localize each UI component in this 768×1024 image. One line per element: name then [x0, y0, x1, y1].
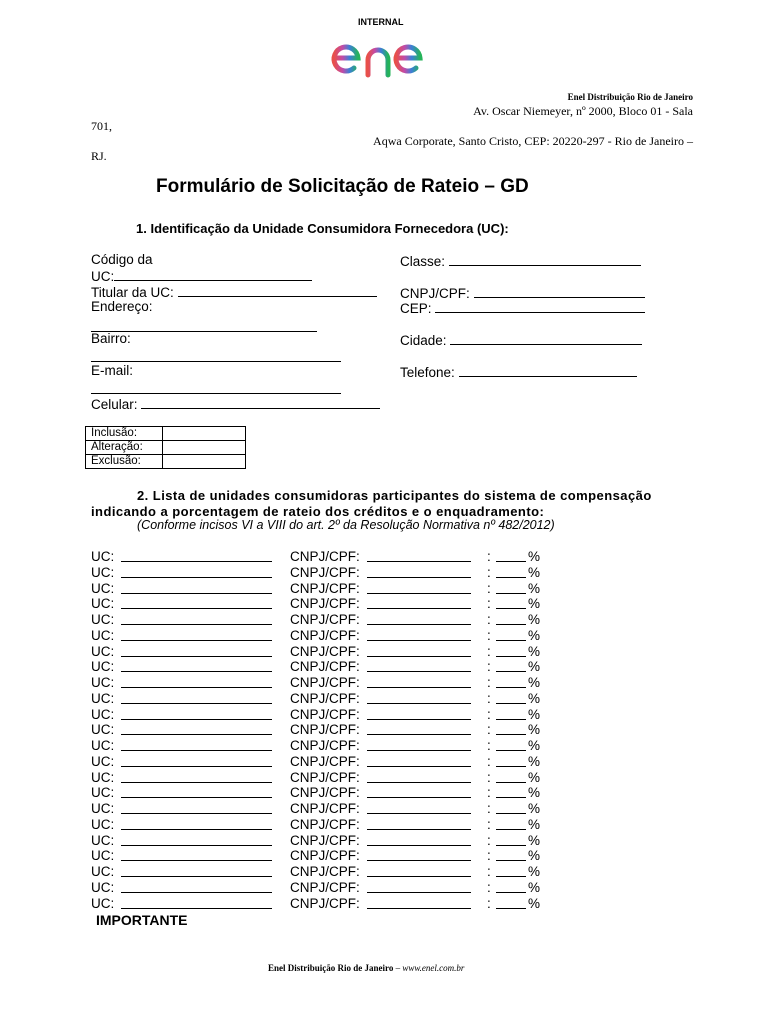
separator-colon: : — [487, 753, 491, 769]
cnpj-input-line[interactable] — [367, 829, 471, 830]
uc-input-line[interactable] — [121, 734, 272, 735]
uc-input-line[interactable] — [121, 608, 272, 609]
cep-field[interactable]: CEP: — [400, 300, 645, 316]
uc-label: UC: — [91, 816, 115, 832]
cnpj-label: CNPJ/CPF: — [290, 848, 360, 864]
separator-colon: : — [487, 738, 491, 753]
section-2-note: (Conforme incisos VI a VIII do art. 2º da Resolução Normativa nº 482/2012) — [137, 518, 555, 532]
uc-label: UC: — [91, 769, 115, 785]
endereco-label: Endereço: — [91, 299, 153, 314]
percent-sign: % — [528, 580, 541, 596]
endereco-line[interactable] — [91, 317, 317, 332]
email-line[interactable] — [91, 379, 341, 394]
separator-colon: : — [487, 549, 491, 564]
cnpj-label: CNPJ/CPF: — [290, 549, 360, 564]
percent-sign: % — [528, 706, 541, 722]
cnpj-input-line[interactable] — [367, 640, 471, 641]
uc-input-line[interactable] — [121, 892, 272, 893]
uc-input-line[interactable] — [121, 687, 272, 688]
separator-colon: : — [487, 643, 491, 659]
uc-input-line[interactable] — [121, 797, 272, 798]
cnpj-input-line[interactable] — [367, 734, 471, 735]
cnpj-label: CNPJ/CPF: — [290, 722, 360, 738]
cnpj-label: CNPJ/CPF: — [290, 627, 360, 643]
bairro-label: Bairro: — [91, 331, 131, 346]
uc-input-line[interactable] — [121, 908, 272, 909]
uc-label: UC: — [91, 864, 115, 879]
percent-input-line[interactable] — [496, 687, 526, 688]
cnpj-label: CNPJ/CPF: — [290, 895, 360, 911]
cnpj-label: CNPJ/CPF: — [290, 879, 360, 895]
percent-sign: % — [528, 596, 541, 612]
cnpj-label: CNPJ/CPF: — [290, 659, 360, 675]
cnpj-input-line[interactable] — [367, 671, 471, 672]
operation-label: Alteração: — [86, 441, 163, 455]
separator-colon: : — [487, 832, 491, 848]
percent-input-line[interactable] — [496, 766, 526, 767]
uc-label: UC: — [91, 848, 115, 864]
percent-sign: % — [528, 895, 541, 911]
cnpj-input-line[interactable] — [367, 561, 471, 562]
percent-input-line[interactable] — [496, 860, 526, 861]
important-heading: IMPORTANTE — [96, 912, 188, 928]
percent-input-line[interactable] — [496, 577, 526, 578]
percent-input-line[interactable] — [496, 829, 526, 830]
cnpj-input-line[interactable] — [367, 750, 471, 751]
uc-label: UC: — [91, 801, 115, 816]
separator-colon: : — [487, 612, 491, 627]
email-label: E-mail: — [91, 363, 134, 378]
uc-input-line[interactable] — [121, 829, 272, 830]
cnpj-input-line[interactable] — [367, 687, 471, 688]
percent-sign: % — [528, 627, 541, 643]
separator-colon: : — [487, 627, 491, 643]
uc-input-line[interactable] — [121, 561, 272, 562]
percent-input-line[interactable] — [496, 608, 526, 609]
codigo-label: Código da — [91, 252, 153, 267]
percent-sign: % — [528, 864, 541, 879]
separator-colon: : — [487, 895, 491, 911]
uc-label: UC: — [91, 895, 115, 911]
operation-checkbox[interactable] — [163, 455, 246, 469]
page-title: Formulário de Solicitação de Rateio – GD — [156, 176, 529, 197]
cnpj-label: CNPJ/CPF: — [290, 580, 360, 596]
cnpj-input-line[interactable] — [367, 719, 471, 720]
cnpj-label: CNPJ/CPF: — [290, 596, 360, 612]
operation-type-table — [85, 426, 246, 469]
percent-sign: % — [528, 785, 541, 801]
separator-colon: : — [487, 659, 491, 675]
uc-label: UC: — [91, 659, 115, 675]
uc-label: UC: — [91, 549, 115, 564]
percent-sign: % — [528, 738, 541, 753]
uc-input-line[interactable] — [121, 845, 272, 846]
telefone-field[interactable]: Telefone: — [400, 364, 637, 380]
cnpj-input-line[interactable] — [367, 797, 471, 798]
percent-sign: % — [528, 848, 541, 864]
cnpj-label: CNPJ/CPF: — [290, 769, 360, 785]
percent-sign: % — [528, 549, 541, 564]
separator-colon: : — [487, 879, 491, 895]
uc-input-line[interactable] — [121, 656, 272, 657]
uc-label: UC: — [91, 564, 115, 580]
address-line-2: Aqwa Corporate, Santo Cristo, CEP: 20220-297 - Rio de Janeiro – — [373, 134, 693, 148]
separator-colon: : — [487, 596, 491, 612]
uc-label: UC: — [91, 785, 115, 801]
uc-input-line[interactable] — [121, 782, 272, 783]
footer-website[interactable]: www.enel.com.br — [402, 963, 465, 973]
uc-input-line[interactable] — [121, 813, 272, 814]
uc-label: UC: — [91, 627, 115, 643]
percent-input-line[interactable] — [496, 876, 526, 877]
percent-input-line[interactable] — [496, 892, 526, 893]
separator-colon: : — [487, 722, 491, 738]
percent-input-line[interactable] — [496, 845, 526, 846]
percent-sign: % — [528, 690, 541, 706]
cnpj-input-line[interactable] — [367, 860, 471, 861]
company-name: Enel Distribuição Rio de Janeiro — [567, 92, 693, 102]
classe-field[interactable]: Classe: — [400, 253, 641, 269]
uc-label: UC: — [91, 675, 115, 690]
operation-checkbox[interactable] — [163, 427, 246, 441]
separator-colon: : — [487, 769, 491, 785]
uc-label: UC: — [91, 753, 115, 769]
percent-input-line[interactable] — [496, 719, 526, 720]
cnpj-label: CNPJ/CPF: — [290, 690, 360, 706]
cnpj-label: CNPJ/CPF: — [290, 832, 360, 848]
percent-sign: % — [528, 753, 541, 769]
cnpj-input-line[interactable] — [367, 593, 471, 594]
enel-logo — [330, 34, 454, 78]
uc-input-line[interactable] — [121, 860, 272, 861]
uc-label: UC: — [91, 612, 115, 627]
percent-input-line[interactable] — [496, 640, 526, 641]
uc-input-line[interactable] — [121, 876, 272, 877]
percent-sign: % — [528, 564, 541, 580]
percent-sign: % — [528, 816, 541, 832]
separator-colon: : — [487, 675, 491, 690]
uc-input-line[interactable] — [121, 577, 272, 578]
operation-row-alteracao — [86, 441, 246, 455]
cnpj-input-line[interactable] — [367, 624, 471, 625]
percent-sign: % — [528, 769, 541, 785]
percent-input-line[interactable] — [496, 624, 526, 625]
cnpj-input-line[interactable] — [367, 782, 471, 783]
percent-input-line[interactable] — [496, 797, 526, 798]
cnpj-input-line[interactable] — [367, 766, 471, 767]
percent-sign: % — [528, 612, 541, 627]
section-1-heading: 1. Identificação da Unidade Consumidora Fornecedora (UC): — [136, 221, 509, 236]
classification-label: INTERNAL — [358, 17, 404, 27]
separator-colon: : — [487, 848, 491, 864]
cnpj-label: CNPJ/CPF: — [290, 816, 360, 832]
uc-input-line[interactable] — [121, 766, 272, 767]
cnpj-label: CNPJ/CPF: — [290, 564, 360, 580]
cnpj-label: CNPJ/CPF: — [290, 864, 360, 879]
separator-colon: : — [487, 816, 491, 832]
uc-label: UC: — [91, 722, 115, 738]
cnpj-input-line[interactable] — [367, 656, 471, 657]
cnpj-input-line[interactable] — [367, 703, 471, 704]
percent-input-line[interactable] — [496, 813, 526, 814]
uc-label: UC: — [91, 643, 115, 659]
percent-sign: % — [528, 643, 541, 659]
uc-input-line[interactable] — [121, 624, 272, 625]
section-2-heading: 2. Lista de unidades consumidoras participantes do sistema de compensação indicando a porcentagem de rateio dos créditos e o enquadramento: — [91, 488, 652, 519]
cnpj-field[interactable]: CNPJ/CPF: — [400, 285, 645, 301]
cnpj-label: CNPJ/CPF: — [290, 643, 360, 659]
separator-colon: : — [487, 564, 491, 580]
cidade-field[interactable]: Cidade: — [400, 332, 642, 348]
uc-label: UC: — [91, 690, 115, 706]
percent-input-line[interactable] — [496, 671, 526, 672]
cnpj-label: CNPJ/CPF: — [290, 753, 360, 769]
bairro-line[interactable] — [91, 347, 341, 362]
cnpj-label: CNPJ/CPF: — [290, 706, 360, 722]
uc-input-line[interactable] — [121, 640, 272, 641]
uc-label: UC: — [91, 596, 115, 612]
cnpj-label: CNPJ/CPF: — [290, 675, 360, 690]
separator-colon: : — [487, 801, 491, 816]
operation-label: Exclusão: — [86, 455, 163, 469]
cnpj-label: CNPJ/CPF: — [290, 801, 360, 816]
percent-input-line[interactable] — [496, 782, 526, 783]
uc-input-line[interactable] — [121, 750, 272, 751]
cnpj-label: CNPJ/CPF: — [290, 785, 360, 801]
percent-sign: % — [528, 675, 541, 690]
uc-label: UC: — [91, 879, 115, 895]
footer — [268, 963, 464, 973]
footer-separator: – — [393, 963, 403, 973]
operation-row-exclusao — [86, 455, 246, 469]
address-line-1-continued: 701, — [91, 119, 112, 133]
cnpj-input-line[interactable] — [367, 892, 471, 893]
uc-label: UC: — [91, 738, 115, 753]
footer-company: Enel Distribuição Rio de Janeiro — [268, 963, 394, 973]
percent-input-line[interactable] — [496, 561, 526, 562]
percent-input-line[interactable] — [496, 703, 526, 704]
separator-colon: : — [487, 690, 491, 706]
percent-sign: % — [528, 722, 541, 738]
uc-label: UC: — [91, 580, 115, 596]
cnpj-input-line[interactable] — [367, 845, 471, 846]
titular-field[interactable]: Titular da UC: — [91, 284, 377, 300]
separator-colon: : — [487, 580, 491, 596]
cnpj-input-line[interactable] — [367, 813, 471, 814]
separator-colon: : — [487, 864, 491, 879]
cnpj-label: CNPJ/CPF: — [290, 612, 360, 627]
uc-label: UC: — [91, 706, 115, 722]
percent-input-line[interactable] — [496, 656, 526, 657]
cnpj-input-line[interactable] — [367, 577, 471, 578]
percent-sign: % — [528, 832, 541, 848]
cnpj-input-line[interactable] — [367, 876, 471, 877]
cnpj-input-line[interactable] — [367, 908, 471, 909]
cnpj-input-line[interactable] — [367, 608, 471, 609]
percent-input-line[interactable] — [496, 734, 526, 735]
operation-row-inclusao — [86, 427, 246, 441]
uc-input-line[interactable] — [121, 703, 272, 704]
uc-input-line[interactable] — [121, 671, 272, 672]
percent-input-line[interactable] — [496, 593, 526, 594]
codigo-uc-field[interactable]: UC: — [91, 268, 312, 284]
address-line-1: Av. Oscar Niemeyer, nº 2000, Bloco 01 - Sala — [473, 104, 693, 118]
uc-input-line[interactable] — [121, 719, 272, 720]
uc-label: UC: — [91, 832, 115, 848]
uc-input-line[interactable] — [121, 593, 272, 594]
address-line-2-continued: RJ. — [91, 149, 107, 163]
percent-sign: % — [528, 879, 541, 895]
separator-colon: : — [487, 785, 491, 801]
percent-input-line[interactable] — [496, 908, 526, 909]
percent-input-line[interactable] — [496, 750, 526, 751]
separator-colon: : — [487, 706, 491, 722]
operation-label: Inclusão: — [86, 427, 163, 441]
percent-sign: % — [528, 659, 541, 675]
operation-checkbox[interactable] — [163, 441, 246, 455]
percent-sign: % — [528, 801, 541, 816]
celular-field[interactable]: Celular: — [91, 396, 380, 412]
cnpj-label: CNPJ/CPF: — [290, 738, 360, 753]
